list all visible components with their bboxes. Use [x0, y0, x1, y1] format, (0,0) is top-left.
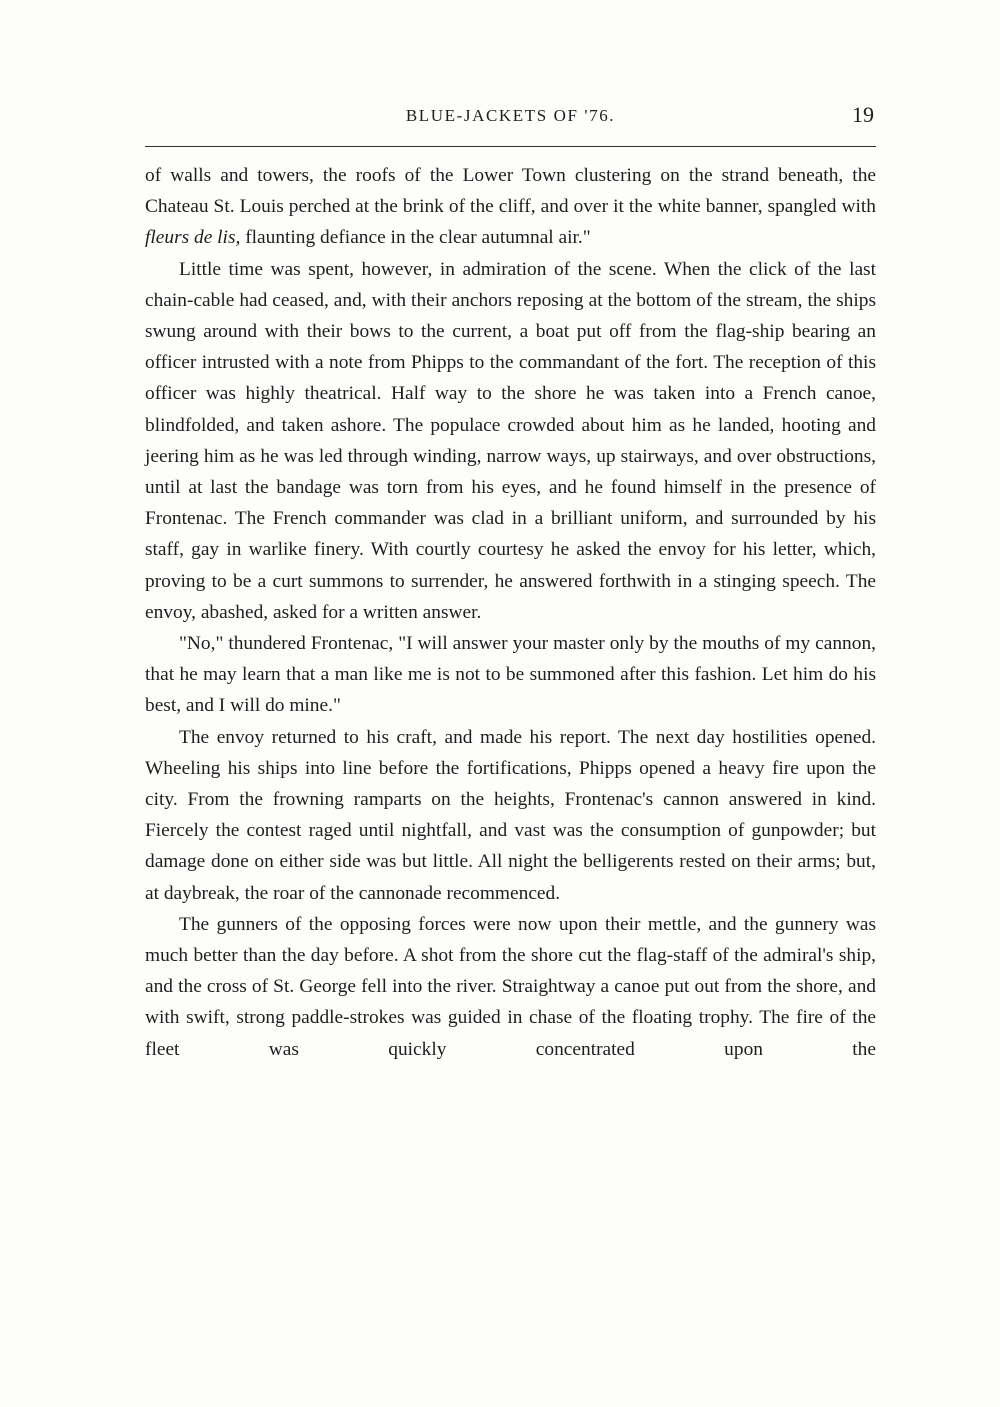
paragraph-5: The gunners of the opposing forces were now upon their mettle, and the gunnery was much better than the day before. A shot from the shore cut the flag-staff of the admiral's ship, and the cross of St. George fell into the river. Straightway a canoe put out from the shore, and with swift, strong paddle-strokes was guided in chase of the floating trophy. The fire of the fleet was quickly concentrated upon the — [145, 913, 876, 1060]
body-text — [145, 160, 876, 1065]
page-number: 19 — [852, 102, 874, 127]
paragraph-2: Little time was spent, however, in admiration of the scene. When the click of the last chain-cable had ceased, and, with their anchors reposing at the bottom of the stream, the ships swung around with their bows to the current, a boat put off from the flag-ship bearing an officer intrusted with a note from Phipps to the commandant of the fort. The reception of this officer was highly theatrical. Half way to the shore he was taken into a French canoe, blindfolded, and taken ashore. The populace crowded about him as he landed, hooting and jeering him as he was led through winding, narrow ways, up stairways, and over obstructions, until at last the bandage was torn from his eyes, and he found himself in the presence of Frontenac. The French commander was clad in a brilliant uniform, and surrounded by his staff, gay in warlike finery. With courtly courtesy he asked the envoy for his letter, which, proving to be a curt summons to surrender, he answered forthwith in a stinging speech. The envoy, abashed, asked for a written answer. — [145, 258, 876, 623]
running-title: BLUE-JACKETS OF '76. — [405, 106, 616, 125]
header-rule — [145, 146, 876, 147]
paragraph-1-text-a: of walls and towers, the roofs of the Lower Town clustering on the strand beneath, the Chateau St. Louis perched at the brink of the cliff, and over it the white banner, spangled with — [145, 165, 876, 218]
paragraph-4: The envoy returned to his craft, and made his report. The next day hostilities opened. Wheeling his ships into line before the fortifications, Phipps opened a heavy fire upon the city. From the frowning ramparts on the heights, Frontenac's cannon answered in kind. Fiercely the contest raged until nightfall, and vast was the consumption of gunpowder; but damage done on either side was but little. All night the belligerents rested on their arms; but, at daybreak, the roar of the cannonade recommenced. — [145, 726, 876, 904]
paragraph-1-text-b: flaunting defiance in the clear autumnal air." — [240, 227, 591, 249]
paragraph-3: "No," thundered Frontenac, "I will answer your master only by the mouths of my cannon, that he may learn that a man like me is not to be summoned after this fashion. Let him do his best, and I will do mine." — [145, 633, 876, 717]
page-header — [145, 102, 876, 138]
paragraph-1 — [145, 160, 876, 254]
paragraph-1-italic: fleurs de lis, — [145, 227, 241, 249]
